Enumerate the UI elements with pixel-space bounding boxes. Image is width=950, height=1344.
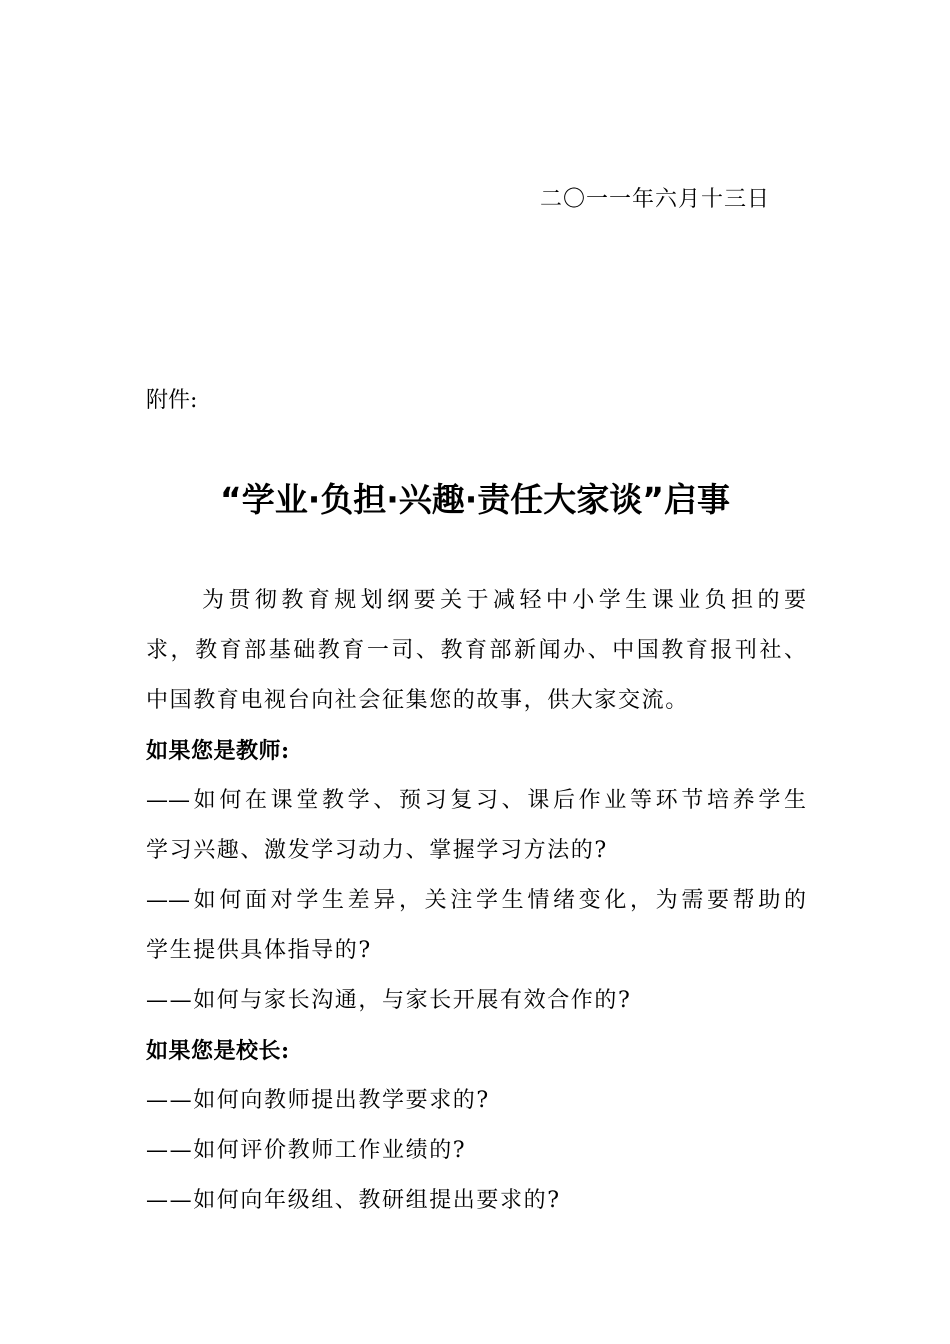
intro-line-2: 求，教育部基础教育一司、教育部新闻办、中国教育报刊社、 [146,638,806,663]
principal-heading: 如果您是校长: [146,1038,290,1064]
principal-line-3: ——如何向年级组、教研组提出要求的? [146,1188,561,1213]
principal-line-2: ——如何评价教师工作业绩的? [146,1138,467,1163]
attachment-label: 附件: [146,388,198,413]
notice-title: “学业·负担·兴趣·责任大家谈”启事 [220,480,730,519]
teacher-line-3: ——如何面对学生差异，关注学生情绪变化，为需要帮助的 [146,888,806,913]
teacher-line-5: ——如何与家长沟通，与家长开展有效合作的? [146,988,632,1013]
teacher-line-1: ——如何在课堂教学、预习复习、课后作业等环节培养学生 [146,788,806,813]
teacher-line-4: 学生提供具体指导的? [146,938,372,963]
intro-line-1: 为贯彻教育规划纲要关于减轻中小学生课业负担的要 [202,588,806,613]
notice-body [146,576,806,1226]
intro-line-3: 中国教育电视台向社会征集您的故事，供大家交流。 [146,688,689,713]
principal-line-1: ——如何向教师提出教学要求的? [146,1088,490,1113]
teacher-heading: 如果您是教师: [146,738,290,764]
document-date: 二〇一一年六月十三日 [540,187,771,212]
teacher-line-2: 学习兴趣、激发学习动力、掌握学习方法的? [146,838,608,863]
